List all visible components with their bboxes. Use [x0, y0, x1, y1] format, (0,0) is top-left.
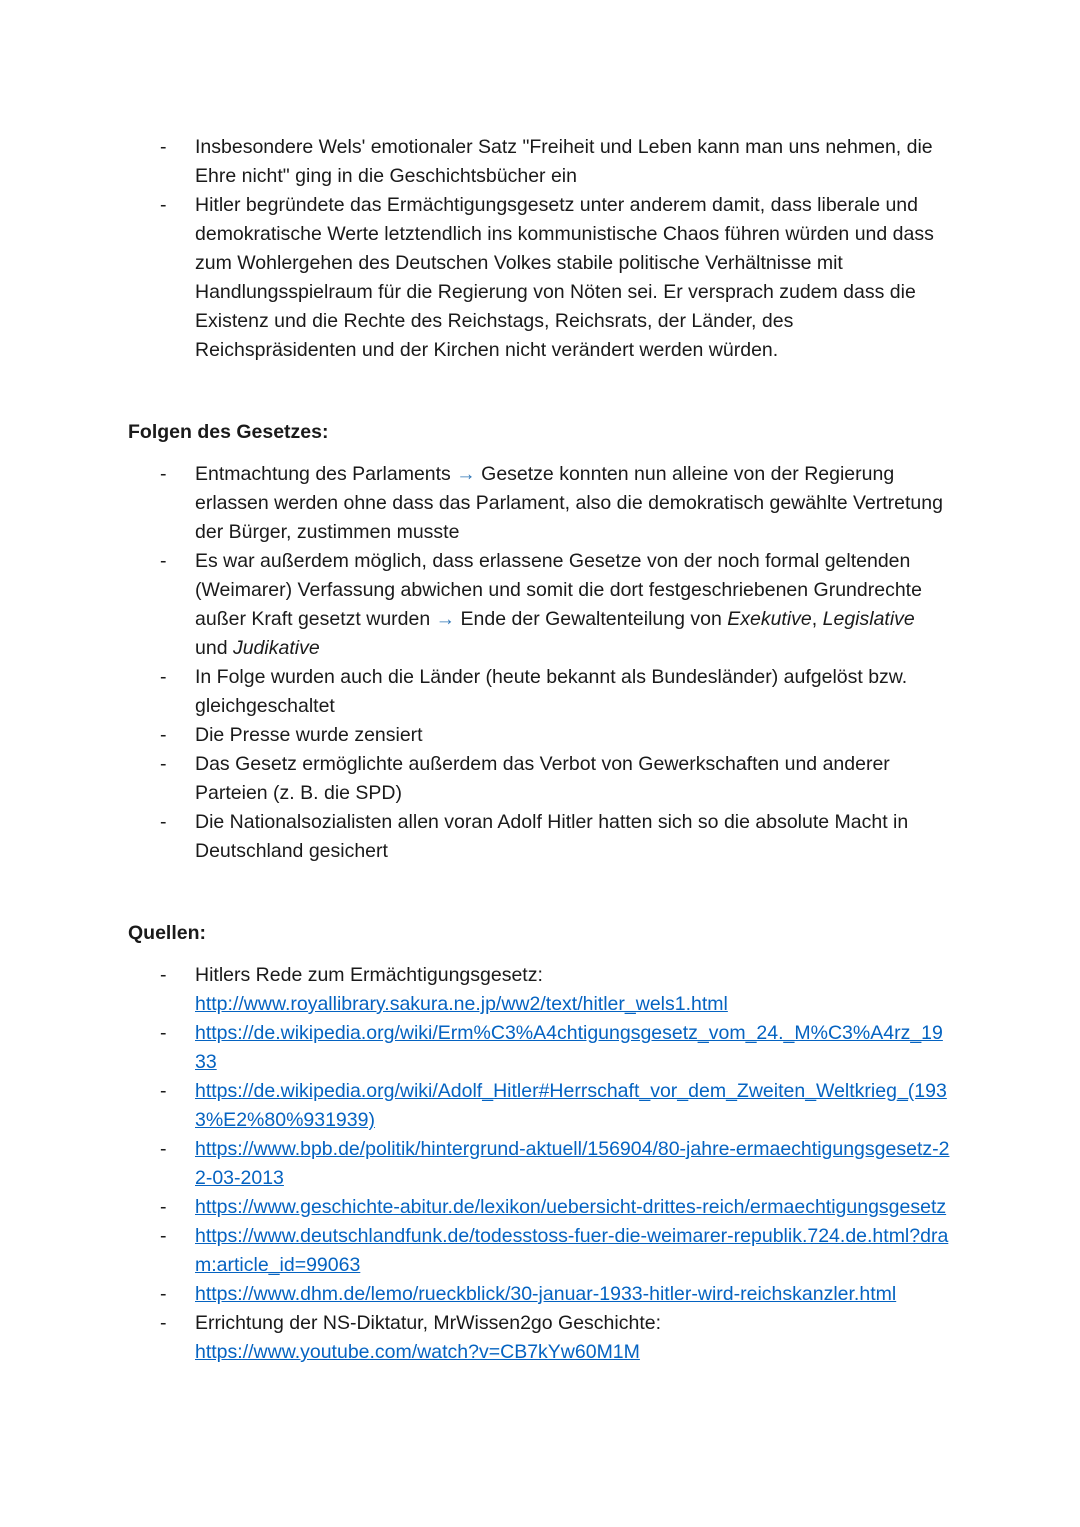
list-item	[160, 721, 950, 750]
list-item	[160, 191, 950, 365]
list-item	[160, 547, 950, 663]
item-text: Gesetze konnten nun alleine von der Regierung erlassen werden ohne dass das Parlament, also die demokratisch gewählte Vertretung der Bürger, zustimmen musste	[195, 463, 943, 543]
italic-term: Legislative	[822, 608, 915, 630]
source-label: - Hitlers Rede zum Ermächtigungsgesetz:	[195, 964, 543, 986]
item-text: In Folge wurden auch die Länder (heute bekannt als Bundesländer) aufgelöst bzw. gleichgeschaltet	[195, 666, 908, 717]
item-text: Die Presse wurde zensiert	[195, 724, 423, 746]
item-text: Entmachtung des Parlaments	[195, 463, 457, 485]
item-text: und	[195, 637, 233, 659]
item-text: Das Gesetz ermöglichte außerdem das Verbot von Gewerkschaften und anderer Parteien (z. B. die SPD)	[195, 753, 890, 804]
source-link[interactable]: https://www.bpb.de/politik/hintergrund-aktuell/156904/80-jahre-ermaechtigungsgesetz-22-03-2013	[195, 1138, 950, 1189]
source-link[interactable]: https://www.dhm.de/lemo/rueckblick/30-januar-1933-hitler-wird-reichskanzler.html	[195, 1283, 897, 1305]
item-text: Insbesondere Wels' emotionaler Satz "Freiheit und Leben kann man uns nehmen, die Ehre nicht" ging in die Geschichtsbücher ein	[195, 136, 933, 187]
item-text: ,	[811, 608, 823, 630]
list-item	[160, 808, 950, 866]
list-item	[160, 750, 950, 808]
source-item	[160, 1309, 950, 1367]
source-item	[160, 961, 950, 1019]
source-item	[160, 1019, 950, 1077]
italic-term: Judikative	[232, 637, 320, 659]
source-item	[160, 1280, 950, 1309]
source-item	[160, 1193, 950, 1222]
section-heading-quellen: Quellen:	[128, 922, 207, 944]
source-item	[160, 1222, 950, 1280]
item-text: Hitler begründete das Ermächtigungsgesetz unter anderem damit, dass liberale und demokratische Werte letztendlich ins kommunistische Chaos führen würden und dass zum Wohlergehen des Deutschen Volkes stabile politische Verhältnisse mit Handlungsspielraum für die Regierung von Nöten sei. Er versprach zudem dass die Existenz und die Rechte des Reichstags, Reichsrats, der Länder, des Reichspräsidenten und der Kirchen nicht verändert werden würden.	[195, 194, 934, 361]
list-item	[160, 460, 950, 547]
list-item	[160, 133, 950, 191]
source-link[interactable]: https://de.wikipedia.org/wiki/Adolf_Hitler#Herrschaft_vor_dem_Zweiten_Weltkrieg_(1933%E2%80%931939)	[195, 1080, 947, 1131]
item-text: Es war außerdem möglich, dass erlassene Gesetze von der noch formal geltenden (Weimarer) Verfassung abwichen und somit die dort festgeschriebenen Grundrechte außer Kraft gesetzt wurden	[195, 550, 922, 630]
source-link[interactable]: https://www.geschichte-abitur.de/lexikon/uebersicht-drittes-reich/ermaechtigungsgesetz	[195, 1196, 947, 1218]
arrow-icon: →	[456, 463, 476, 485]
section-heading-folgen: Folgen des Gesetzes:	[128, 421, 329, 443]
arrow-icon: →	[435, 608, 456, 630]
source-link[interactable]: https://www.youtube.com/watch?v=CB7kYw60M1M	[195, 1341, 640, 1363]
source-link[interactable]: https://www.deutschlandfunk.de/todesstoss-fuer-die-weimarer-republik.724.de.html?dram:article_id=99063	[195, 1225, 949, 1276]
folgen-list	[128, 460, 950, 866]
italic-term: Exekutive	[727, 608, 812, 630]
source-link[interactable]: https://de.wikipedia.org/wiki/Erm%C3%A4chtigungsgesetz_vom_24._M%C3%A4rz_1933	[195, 1022, 943, 1073]
item-text: Ende der Gewaltenteilung von	[455, 608, 728, 630]
source-label: - Errichtung der NS-Diktatur, MrWissen2go Geschichte:	[195, 1312, 662, 1334]
source-item	[160, 1135, 950, 1193]
source-item	[160, 1077, 950, 1135]
intro-list	[128, 133, 950, 365]
item-text: Die Nationalsozialisten allen voran Adolf Hitler hatten sich so die absolute Macht in Deutschland gesichert	[195, 811, 909, 862]
list-item	[160, 663, 950, 721]
source-link[interactable]: http://www.royallibrary.sakura.ne.jp/ww2/text/hitler_wels1.html	[195, 993, 728, 1015]
quellen-list	[128, 961, 950, 1367]
